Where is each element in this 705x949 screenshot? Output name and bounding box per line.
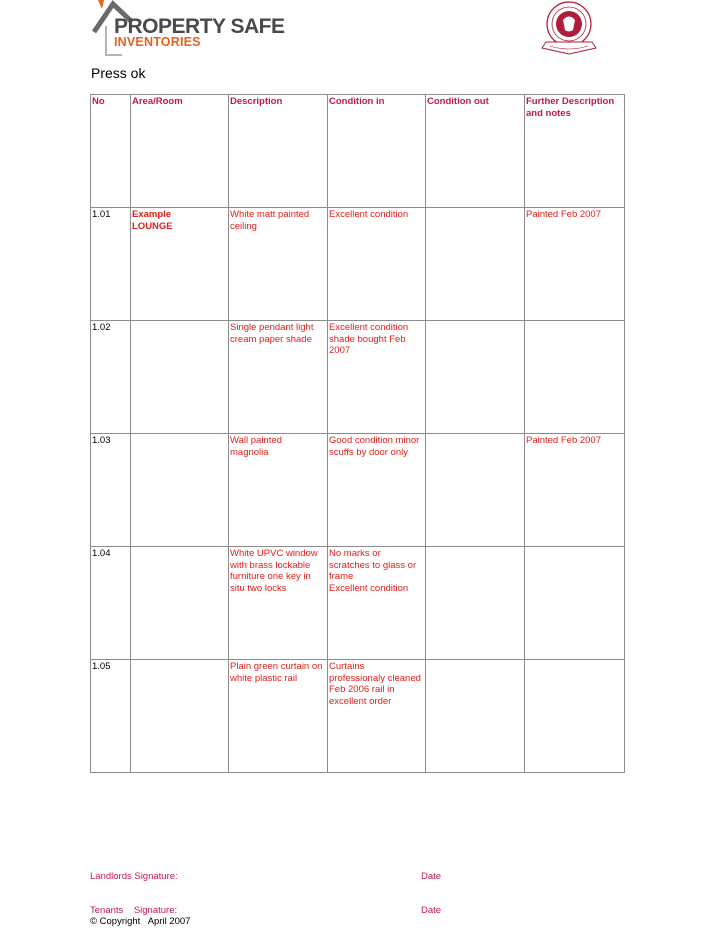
cell-area bbox=[131, 660, 229, 773]
table-row bbox=[91, 547, 625, 660]
cell-no: 1.03 bbox=[91, 434, 131, 547]
cell-condition-out bbox=[426, 434, 525, 547]
table-row bbox=[91, 208, 625, 321]
cell-condition-in: No marks or scratches to glass or frame Excellent condition bbox=[328, 547, 426, 660]
cell-no: 1.05 bbox=[91, 660, 131, 773]
cell-description: Plain green curtain on white plastic rail bbox=[229, 660, 328, 773]
tenant-date-label: Date bbox=[421, 905, 442, 916]
association-seal-icon bbox=[536, 0, 602, 60]
cell-area bbox=[131, 321, 229, 434]
cell-condition-in: Excellent condition shade bought Feb 2007 bbox=[328, 321, 426, 434]
tenant-signature-label: Tenants Signature: bbox=[90, 905, 178, 916]
cell-condition-out bbox=[426, 321, 525, 434]
column-header-no: No bbox=[91, 95, 131, 208]
landlord-signature-label: Landlords Signature: bbox=[90, 871, 178, 882]
cell-notes bbox=[525, 547, 625, 660]
cell-notes bbox=[525, 321, 625, 434]
association-seal bbox=[536, 0, 602, 60]
cell-area: Example LOUNGE bbox=[131, 208, 229, 321]
table-header-row bbox=[91, 95, 625, 208]
cell-condition-in: Excellent condition bbox=[328, 208, 426, 321]
table-row bbox=[91, 321, 625, 434]
cell-condition-out bbox=[426, 660, 525, 773]
logo-line2: INVENTORIES bbox=[114, 35, 201, 49]
cell-condition-out bbox=[426, 208, 525, 321]
column-header-condition-out: Condition out bbox=[426, 95, 525, 208]
cell-notes bbox=[525, 660, 625, 773]
cell-condition-in: Curtains professionaly cleaned Feb 2006 rail in excellent order bbox=[328, 660, 426, 773]
logo-line1: PROPERTY SAFE bbox=[114, 15, 285, 38]
cell-condition-in: Good condition minor scuffs by door only bbox=[328, 434, 426, 547]
cell-no: 1.02 bbox=[91, 321, 131, 434]
column-header-notes: Further Description and notes bbox=[525, 95, 625, 208]
cell-description: White matt painted ceiling bbox=[229, 208, 328, 321]
cell-notes: Painted Feb 2007 bbox=[525, 208, 625, 321]
copyright-notice: © Copyright April 2007 bbox=[90, 916, 191, 927]
inventory-table bbox=[90, 94, 625, 773]
cell-condition-out bbox=[426, 547, 525, 660]
column-header-condition-in: Condition in bbox=[328, 95, 426, 208]
column-header-area: Area/Room bbox=[131, 95, 229, 208]
cell-area bbox=[131, 547, 229, 660]
cell-description: Wall painted magnolia bbox=[229, 434, 328, 547]
table-row bbox=[91, 434, 625, 547]
cell-no: 1.04 bbox=[91, 547, 131, 660]
cell-notes: Painted Feb 2007 bbox=[525, 434, 625, 547]
column-header-description: Description bbox=[229, 95, 328, 208]
table-row bbox=[91, 660, 625, 773]
cell-description: White UPVC window with brass lockable furniture one key in situ two locks bbox=[229, 547, 328, 660]
page-title: Press ok bbox=[91, 65, 146, 81]
cell-area bbox=[131, 434, 229, 547]
cell-no: 1.01 bbox=[91, 208, 131, 321]
landlord-date-label: Date bbox=[421, 871, 442, 882]
cell-description: Single pendant light cream paper shade bbox=[229, 321, 328, 434]
